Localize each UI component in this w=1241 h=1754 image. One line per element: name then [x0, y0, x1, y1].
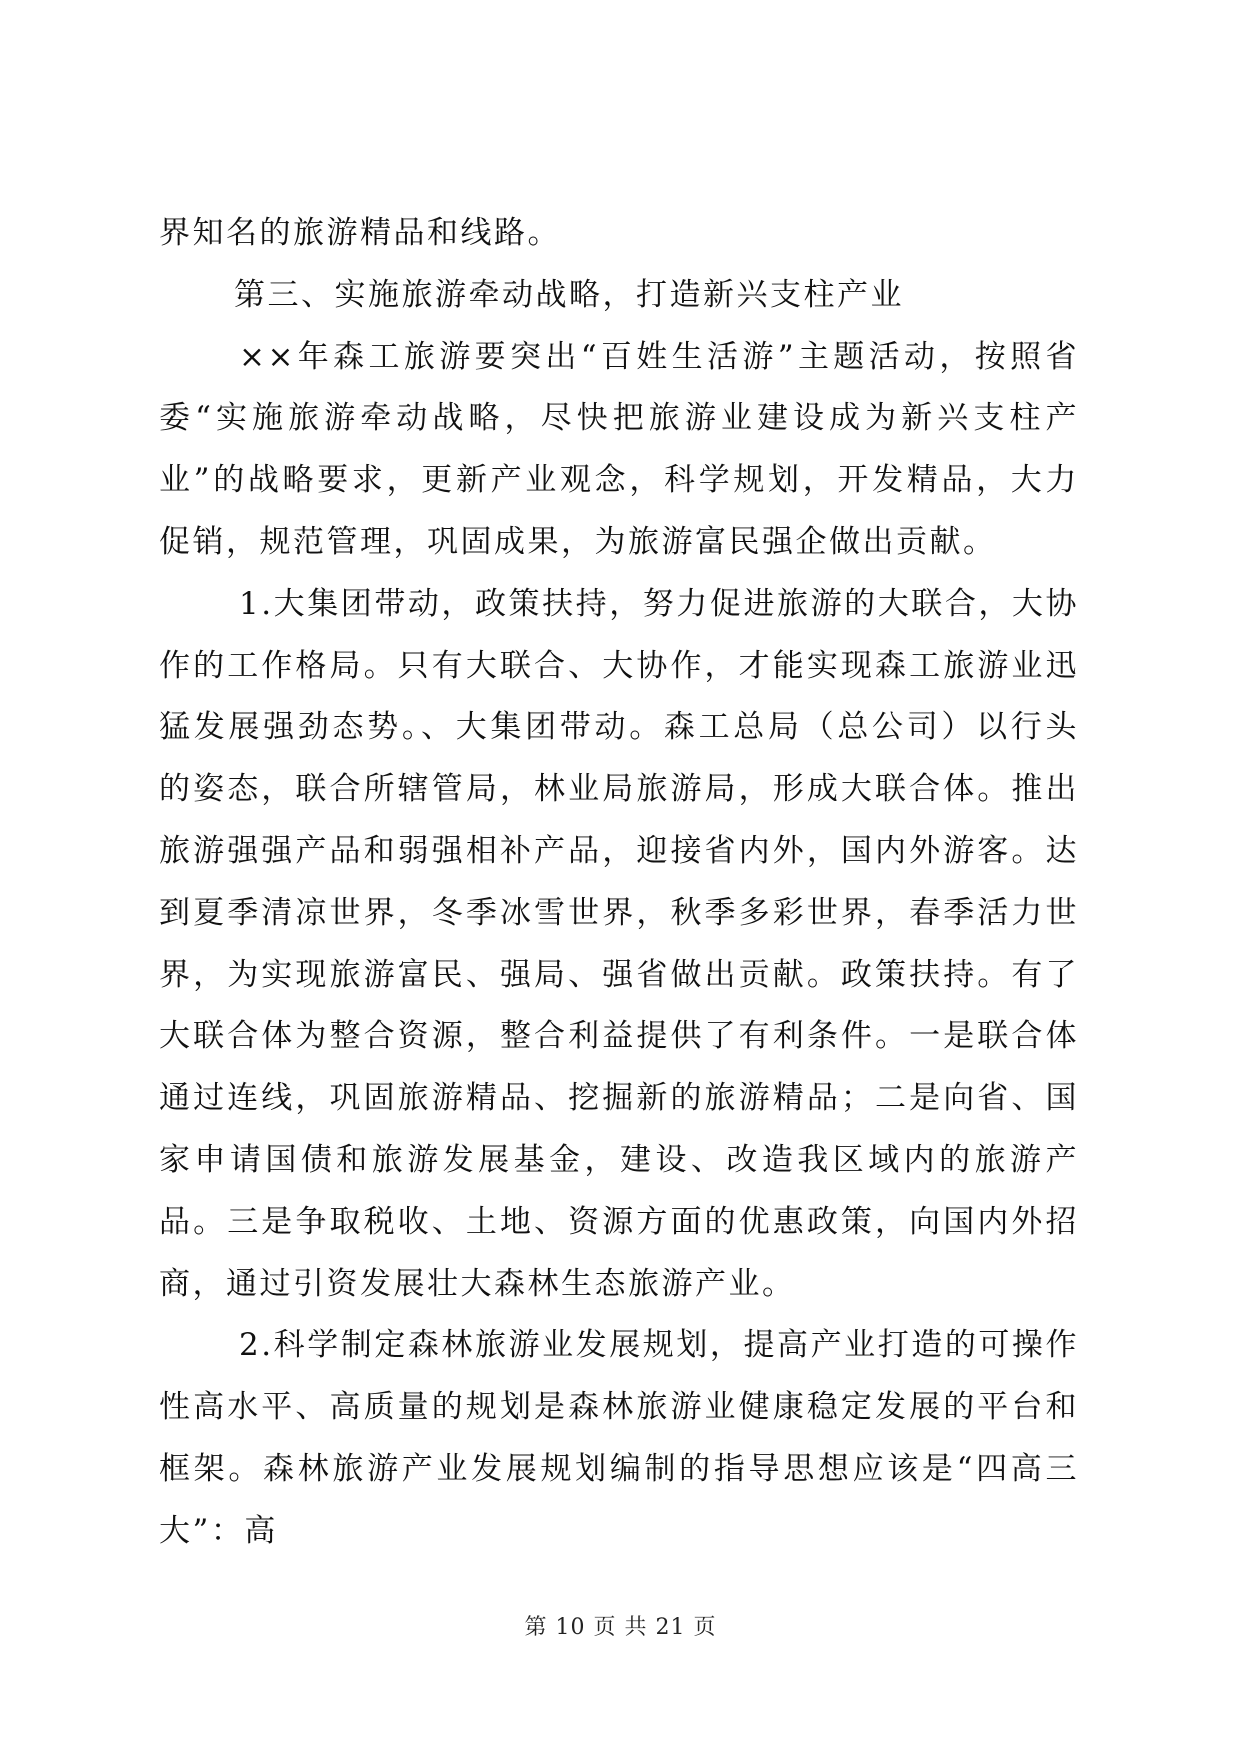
page-footer: 第 10 页 共 21 页	[524, 1615, 717, 1640]
document-body	[159, 203, 1079, 1563]
paragraph-strategy: ××年森工旅游要突出“百姓生活游”主题活动，按照省委“实施旅游牵动战略，尽快把旅游业建设成为新兴支柱产业”的战略要求，更新产业观念，科学规划，开发精品，大力促销，规范管理，巩固成果，为旅游富民强企做出贡献。	[159, 338, 1079, 560]
paragraph-continuation: 界知名的旅游精品和线路。	[159, 215, 561, 251]
paragraph-item-1: 1.大集团带动，政策扶持，努力促进旅游的大联合，大协作的工作格局。只有大联合、大协作，才能实现森工旅游业迅猛发展强劲态势。、大集团带动。森工总局（总公司）以行头的姿态，联合所辖管局，林业局旅游局，形成大联合体。推出旅游强强产品和弱强相补产品，迎接省内外，国内外游客。达到夏季清凉世界，冬季冰雪世界，秋季多彩世界，春季活力世界，为实现旅游富民、强局、强省做出贡献。政策扶持。有了大联合体为整合资源，整合利益提供了有利条件。一是联合体通过连线，巩固旅游精品、挖掘新的旅游精品；二是向省、国家申请国债和旅游发展基金，建设、改造我区域内的旅游产品。三是争取税收、土地、资源方面的优惠政策，向国内外招商，通过引资发展壮大森林生态旅游产业。	[159, 585, 1079, 1302]
section-heading: 第三、实施旅游牵动战略，打造新兴支柱产业	[234, 276, 904, 313]
paragraph-item-2: 2.科学制定森林旅游业发展规划，提高产业打造的可操作性高水平、高质量的规划是森林旅游业健康稳定发展的平台和框架。森林旅游产业发展规划编制的指导思想应该是“四高三大”：高	[159, 1327, 1079, 1549]
